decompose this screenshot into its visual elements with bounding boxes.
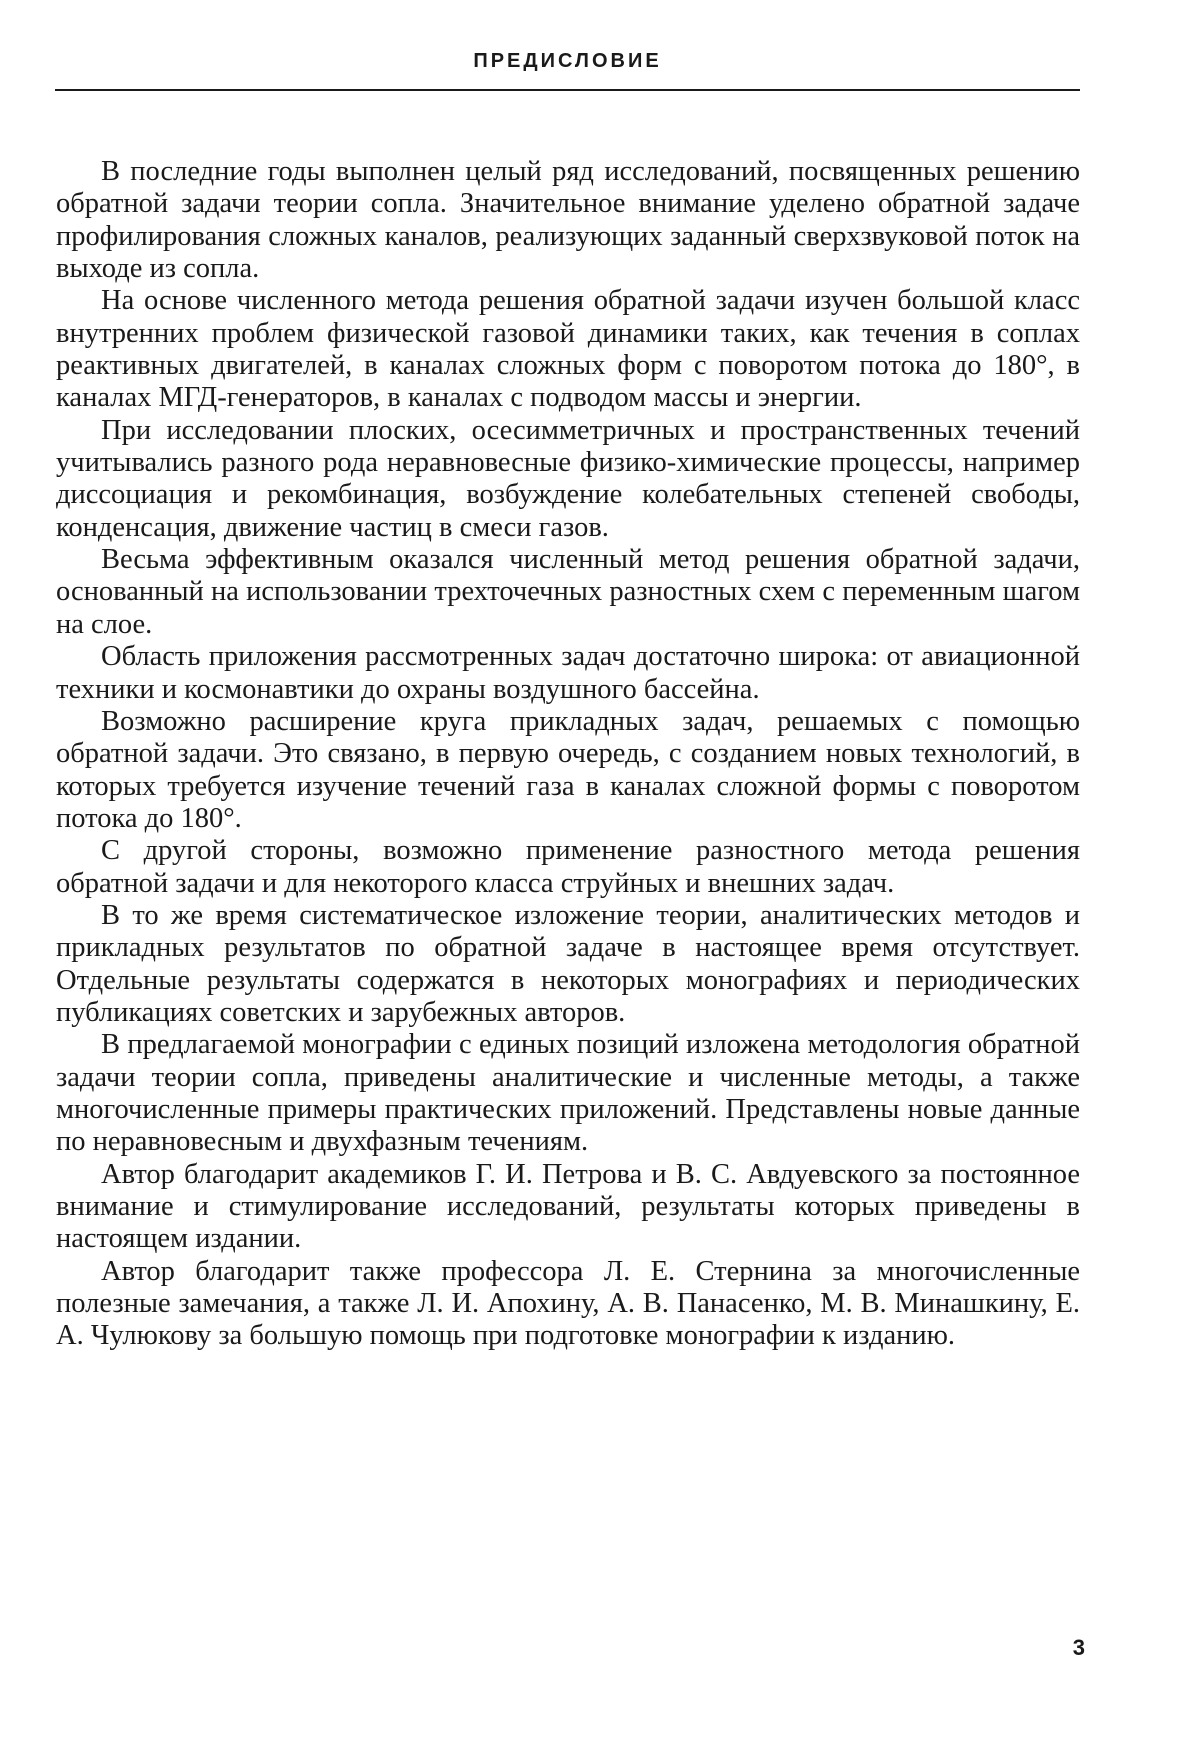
paragraph: В предлагаемой монографии с единых позиций изложена методология обратной задачи теории сопла, приведены аналитические и численные методы, а также многочисленные примеры практических приложений. Представлены новые данные по неравновесным и двухфазным течениям. — [56, 1029, 1080, 1158]
paragraph: В последние годы выполнен целый ряд исследований, посвященных решению обратной задачи теории сопла. Значительное внимание уделено обратной задаче профилирования сложных каналов, реализующих заданный сверхзвуковой поток на выходе из сопла. — [56, 156, 1080, 285]
paragraph: При исследовании плоских, осесимметричных и пространственных течений учитывались разного рода неравновесные физико-химические процессы, например диссоциация и рекомбинация, возбуждение колебательных степеней свободы, конденсация, движение частиц в смеси газов. — [56, 414, 1080, 543]
body-text — [56, 156, 1080, 1353]
paragraph: Автор благодарит академиков Г. И. Петрова и В. С. Авдуевского за постоянное внимание и стимулирование исследований, результаты которых приведены в настоящем издании. — [56, 1158, 1080, 1255]
page-number: 3 — [1072, 1635, 1085, 1660]
paragraph: Автор благодарит также профессора Л. Е. Стернина за многочисленные полезные замечания, а также Л. И. Апохину, А. В. Панасенко, М. В. Минашкину, Е. А. Чулюкову за большую помощь при подготовке монографии к изданию. — [56, 1255, 1080, 1352]
page-title: ПРЕДИСЛОВИЕ — [473, 50, 662, 72]
paragraph: Весьма эффективным оказался численный метод решения обратной задачи, основанный на использовании трехточечных разностных схем с переменным шагом на слое. — [56, 544, 1080, 640]
header-rule — [55, 89, 1080, 91]
paragraph: Возможно расширение круга прикладных задач, решаемых с помощью обратной задачи. Это связано, в первую очередь, с созданием новых технологий, в которых требуется изучение течений газа в каналах сложной формы с поворотом потока до 180°. — [56, 705, 1080, 834]
paragraph: Область приложения рассмотренных задач достаточно широка: от авиационной техники и космонавтики до охраны воздушного бассейна. — [56, 641, 1080, 705]
paragraph: На основе численного метода решения обратной задачи изучен большой класс внутренних проблем физической газовой динамики таких, как течения в соплах реактивных двигателей, в каналах сложных форм с поворотом потока до 180°, в каналах МГД-генераторов, в каналах с подводом массы и энергии. — [56, 285, 1080, 414]
paragraph: В то же время систематическое изложение теории, аналитических методов и прикладных результатов по обратной задаче в настоящее время отсутствует. Отдельные результаты содержатся в некоторых монографиях и периодических публикациях советских и зарубежных авторов. — [56, 899, 1080, 1028]
paragraph: С другой стороны, возможно применение разностного метода решения обратной задачи и для некоторого класса струйных и внешних задач. — [56, 835, 1080, 899]
